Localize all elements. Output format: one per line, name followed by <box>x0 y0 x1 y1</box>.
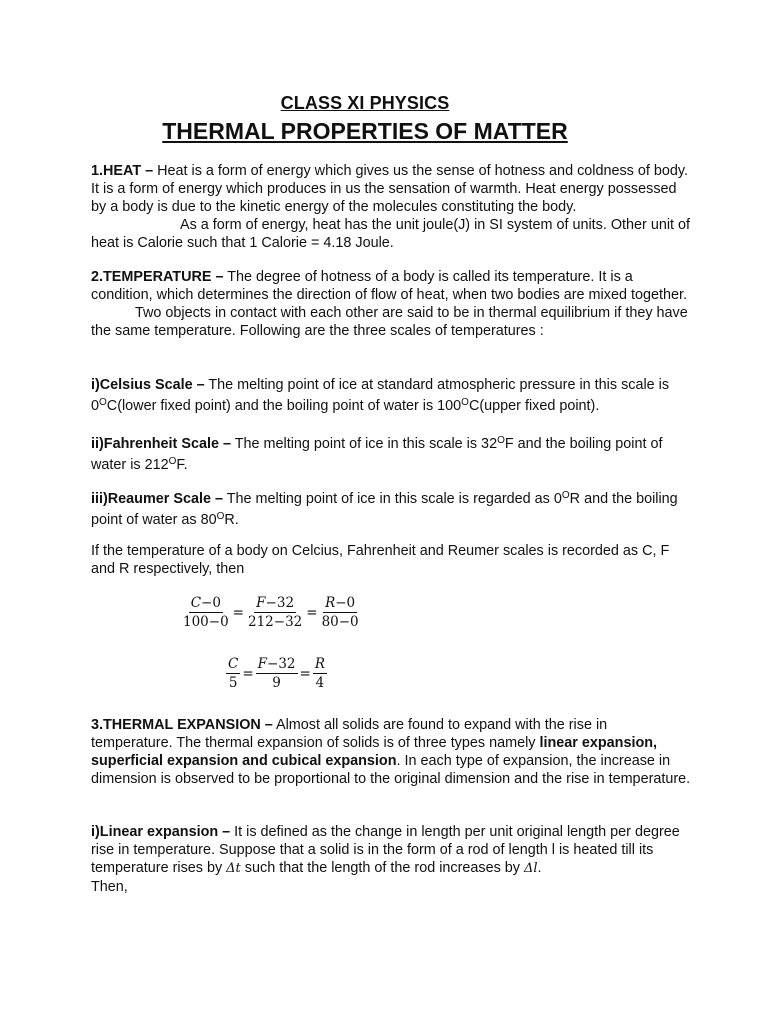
linear-expansion-text-4: Then, <box>91 879 128 895</box>
celsius-fraction: $\frac{C}{5}$ <box>228 656 239 691</box>
temperature-heading: 2.TEMPERATURE – <box>91 269 224 285</box>
temperature-text-1: The degree of hotness of a body is called its temperature. It is a condition, which determines the direction of flow of heat, when two bodies are mixed together. <box>91 269 687 303</box>
equals-sign: = <box>232 604 244 621</box>
degree-symbol: O <box>168 456 177 467</box>
temperature-paragraph <box>91 268 691 340</box>
reaumer-text-3: R. <box>224 512 239 528</box>
fahrenheit-heading: ii)Fahrenheit Scale – <box>91 436 231 452</box>
degree-symbol: O <box>99 397 107 408</box>
linear-expansion-text-1: It is defined as the change in length per unit original length per degree rise in temperature. Suppose that a solid is in the form of a rod of length l is heated till its temperature rises by <box>91 824 680 876</box>
celsius-text-3: C(upper fixed point). <box>468 398 600 414</box>
linear-expansion-heading: i)Linear expansion – <box>91 824 231 840</box>
heat-text-1: Heat is a form of energy which gives us the sense of hotness and coldness of body. It is a form of energy which produces in us the sensation of warmth. Heat energy possessed by a body is due to the kinetic energy of the molecules constituting the body. <box>91 163 688 215</box>
delta-t-symbol: Δt <box>226 861 241 876</box>
reaumer-text-1: The melting point of ice in this scale is regarded as 0 <box>222 491 562 507</box>
thermal-expansion-paragraph <box>91 716 691 788</box>
delta-l-symbol: Δl <box>524 861 538 876</box>
fahrenheit-text-2: F and the boiling point of water is 212 <box>91 436 663 473</box>
scale-relation-equation <box>180 594 362 631</box>
equals-sign: = <box>299 665 311 682</box>
heat-paragraph <box>91 162 691 252</box>
reaumer-fraction: $\frac{R-0}{80-0}$ <box>321 595 359 630</box>
relation-paragraph: If the temperature of a body on Celcius, Fahrenheit and Reumer scales is recorded as C, F and R respectively, then <box>91 543 670 577</box>
expansion-types: linear expansion, superficial expansion and cubical expansion <box>91 735 658 769</box>
fahrenheit-paragraph <box>91 432 691 474</box>
temperature-text-2: Two objects in contact with each other are said to be in thermal equilibrium if they have the same temperature. Following are the three scales of temperatures : <box>91 305 688 339</box>
reaumer-heading: iii)Reaumer Scale – <box>91 491 223 507</box>
linear-expansion-text-2: such that the length of the rod increases by <box>240 860 524 876</box>
fahrenheit-fraction: $\frac{F-32}{9}$ <box>257 656 296 691</box>
equals-sign: = <box>306 604 318 621</box>
degree-symbol: O <box>497 435 505 446</box>
degree-symbol: O <box>561 490 570 501</box>
heat-text-2: As a form of energy, heat has the unit joule(J) in SI system of units. Other unit of heat is Calorie such that 1 Calorie = 4.18 Joule. <box>91 217 691 251</box>
linear-expansion-paragraph <box>91 823 691 896</box>
celsius-fraction: $\frac{C-0}{100-0}$ <box>183 595 229 630</box>
page-title: THERMAL PROPERTIES OF MATTER <box>162 118 568 144</box>
class-title: CLASS XI PHYSICS <box>280 93 450 113</box>
degree-symbol: O <box>461 397 469 408</box>
equals-sign: = <box>242 665 254 682</box>
reaumer-paragraph <box>91 487 691 529</box>
fahrenheit-fraction: $\frac{F-32}{212-32}$ <box>247 595 303 630</box>
celsius-text-1: The melting point of ice at standard atmospheric pressure in this scale is 0 <box>91 377 670 414</box>
fahrenheit-text-3: F. <box>176 457 188 473</box>
fahrenheit-text-1: The melting point of ice in this scale is 32 <box>230 436 498 452</box>
celsius-text-2: C(lower fixed point) and the boiling point of water is 100 <box>106 398 462 414</box>
linear-expansion-text-3: . <box>537 860 542 876</box>
simplified-relation-equation <box>225 655 328 692</box>
reaumer-fraction: $\frac{R}{4}$ <box>314 656 326 691</box>
celsius-paragraph <box>91 376 691 415</box>
reaumer-text-2: R and the boiling point of water as 80 <box>91 491 678 528</box>
degree-symbol: O <box>216 511 225 522</box>
celsius-heading: i)Celsius Scale – <box>91 377 205 393</box>
thermal-expansion-text-2: . In each type of expansion, the increase in dimension is observed to be proportional to the original dimension and the rise in temperature. <box>91 753 691 787</box>
thermal-expansion-heading: 3.THERMAL EXPANSION – <box>91 717 273 733</box>
thermal-expansion-text-1: Almost all solids are found to expand with the rise in temperature. The thermal expansion of solids is of three types namely <box>91 717 608 751</box>
heat-heading: 1.HEAT – <box>91 163 154 179</box>
